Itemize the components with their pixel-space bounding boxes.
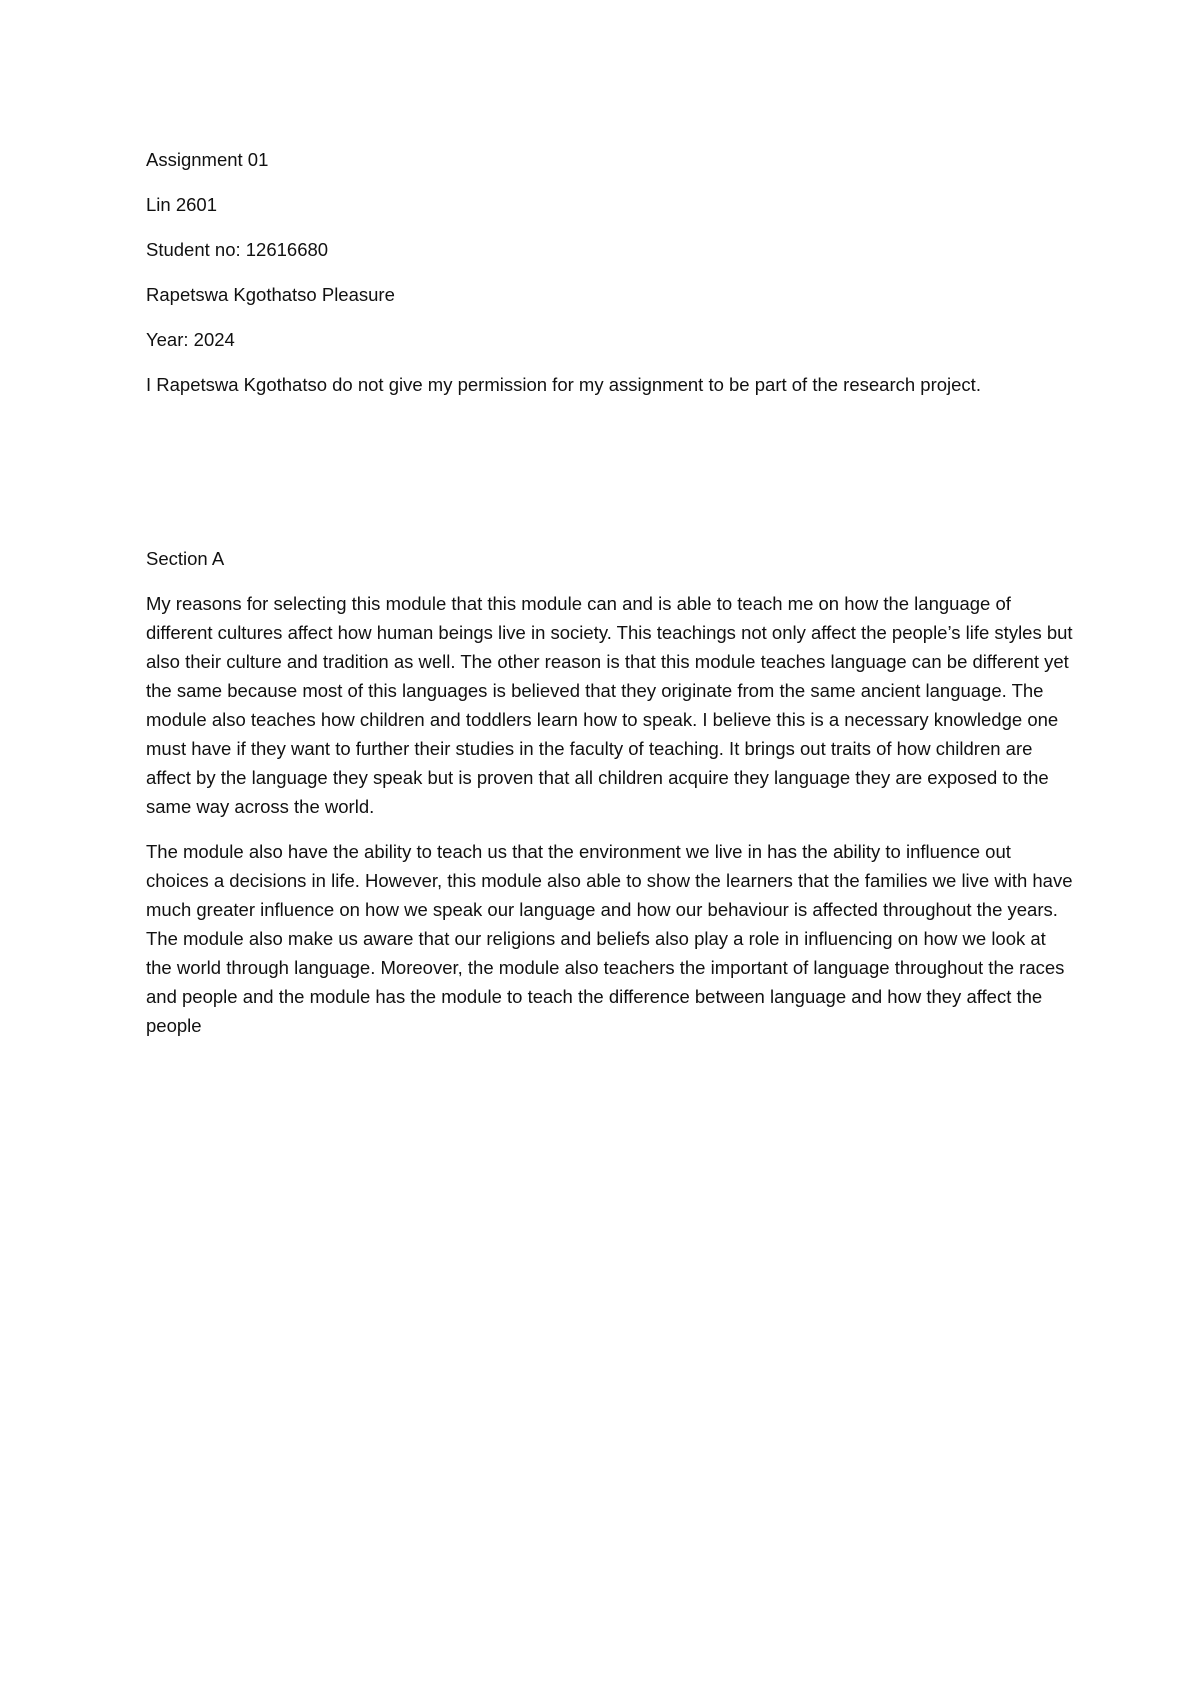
assignment-title: Assignment 01 xyxy=(146,149,269,170)
body-paragraph-1: My reasons for selecting this module that this module can and is able to teach me on how the language of different cultures affect how human beings live in society. This teachings not only affect the people’s life styles but also their culture and tradition as well. The other reason is that this module teaches language can be different yet the same because most of this languages is believed that they originate from the same ancient language. The module also teaches how children and toddlers learn how to speak. I believe this is a necessary knowledge one must have if they want to further their studies in the faculty of teaching. It brings out traits of how children are affect by the language they speak but is proven that all children acquire they language they are exposed to the same way across the world. xyxy=(146,593,1073,817)
module-code: Lin 2601 xyxy=(146,194,217,215)
document-content xyxy=(146,145,1076,1056)
year: Year: 2024 xyxy=(146,329,235,350)
body-paragraph-2: The module also have the ability to teach us that the environment we live in has the ability to influence out choices a decisions in life. However, this module also able to show the learners that the families we live with have much greater influence on how we speak our language and how our behaviour is affected throughout the years. The module also make us aware that our religions and beliefs also play a role in influencing on how we look at the world through language. Moreover, the module also teachers the important of language throughout the races and people and the module has the module to teach the difference between language and how they affect the people xyxy=(146,841,1073,1036)
permission-declaration: I Rapetswa Kgothatso do not give my permission for my assignment to be part of the research project. xyxy=(146,374,981,395)
student-name: Rapetswa Kgothatso Pleasure xyxy=(146,284,395,305)
student-number: Student no: 12616680 xyxy=(146,239,329,260)
section-heading: Section A xyxy=(146,548,225,569)
